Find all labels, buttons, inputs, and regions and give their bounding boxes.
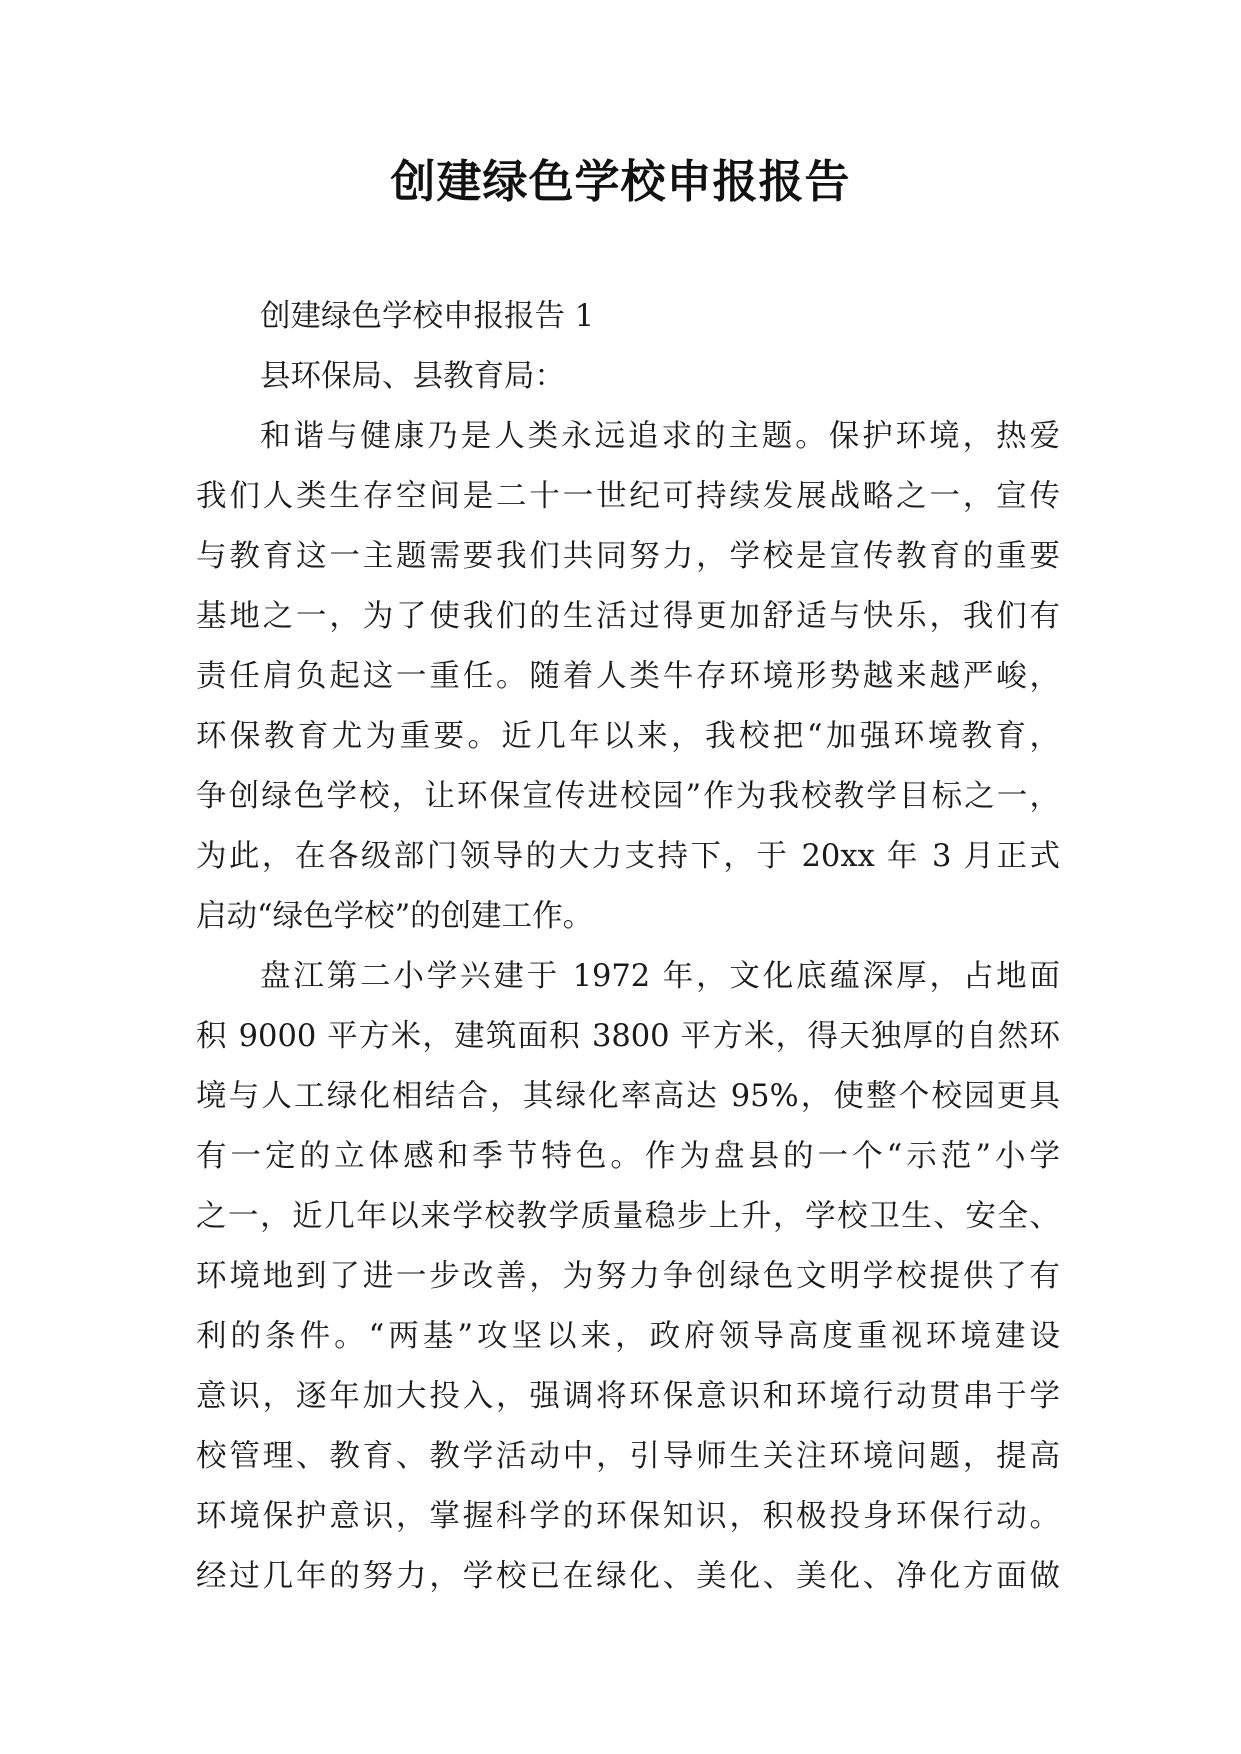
body-line: 校管理、教育、教学活动中，引导师生关注环境问题，提高 xyxy=(196,1439,1060,1474)
body-line: 之一，近几年以来学校教学质量稳步上升，学校卫生、安全、 xyxy=(196,1199,1060,1234)
body-line: 积 9000 平方米，建筑面积 3800 平方米，得天独厚的自然环 xyxy=(196,1019,1060,1054)
body-line: 环境保护意识，掌握科学的环保知识，积极投身环保行动。 xyxy=(196,1499,1060,1534)
body-line: 我们人类生存空间是二十一世纪可持续发展战略之一，宣传 xyxy=(196,479,1060,514)
body-line: 意识，逐年加大投入，强调将环保意识和环境行动贯串于学 xyxy=(196,1379,1060,1414)
body-line: 和谐与健康乃是人类永远追求的主题。保护环境，热爱 xyxy=(260,419,1060,454)
body-line: 基地之一，为了使我们的生活过得更加舒适与快乐，我们有 xyxy=(196,599,1060,634)
body-line: 责任肩负起这一重任。随着人类牛存环境形势越来越严峻， xyxy=(196,659,1060,694)
body-line: 创建绿色学校申报报告 1 xyxy=(260,299,595,334)
body-line: 启动“绿色学校”的创建工作。 xyxy=(196,899,594,934)
body-line: 利的条件。“两基”攻坚以来，政府领导高度重视环境建设 xyxy=(196,1319,1060,1354)
document-body xyxy=(196,287,1060,1607)
body-line: 与教育这一主题需要我们共同努力，学校是宣传教育的重要 xyxy=(196,539,1060,574)
body-line: 有一定的立体感和季节特色。作为盘县的一个“示范”小学 xyxy=(196,1139,1060,1174)
body-line: 为此，在各级部门领导的大力支持下，于 20xx 年 3 月正式 xyxy=(196,839,1060,874)
body-line: 县环保局、县教育局： xyxy=(260,359,565,394)
body-line: 经过几年的努力，学校已在绿化、美化、美化、净化方面做 xyxy=(196,1559,1060,1594)
body-line: 争创绿色学校，让环保宣传进校园”作为我校教学目标之一， xyxy=(196,779,1060,814)
document-title: 创建绿色学校申报报告 xyxy=(390,155,851,208)
body-line: 环境地到了进一步改善，为努力争创绿色文明学校提供了有 xyxy=(196,1259,1060,1294)
body-line: 境与人工绿化相结合，其绿化率高达 95%，使整个校园更具 xyxy=(196,1079,1060,1114)
body-line: 盘江第二小学兴建于 1972 年，文化底蕴深厚，占地面 xyxy=(260,959,1060,994)
body-line: 环保教育尤为重要。近几年以来，我校把“加强环境教育， xyxy=(196,719,1060,754)
